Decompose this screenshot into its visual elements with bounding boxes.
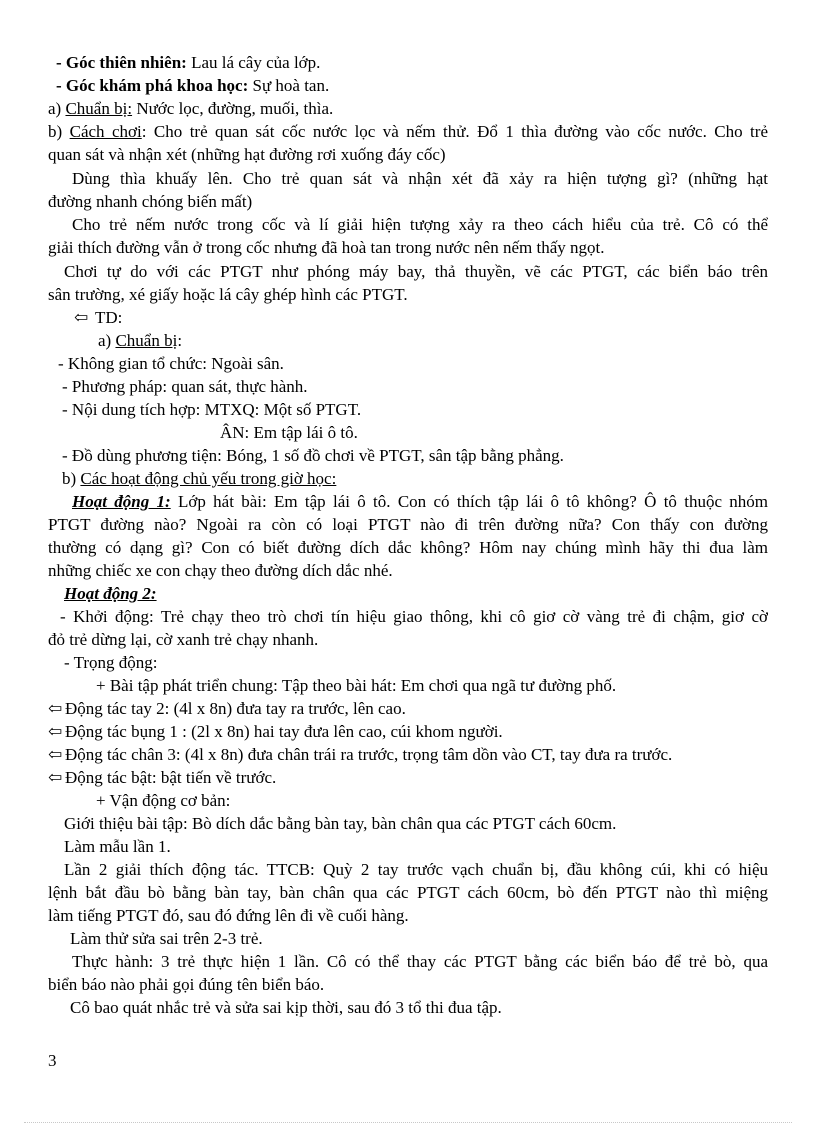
paragraph-line: Giới thiệu bài tập: Bò dích dắc bằng bàn tay, bàn chân qua các PTGT cách 60cm. (64, 814, 617, 833)
hoat-dong-2-heading: Hoạt động 2: (64, 584, 157, 603)
exercise-text: Động tác bụng 1 : (2l x 8n) hai tay đưa lên cao, cúi khom người. (65, 722, 503, 741)
td-heading (74, 307, 122, 329)
chuan-bi-heading: Chuẩn bị: (65, 99, 133, 118)
list-item: - Đồ dùng phương tiện: Bóng, 1 số đồ chơi về PTGT, sân tập bằng phẳng. (62, 446, 564, 465)
list-prefix: a) (48, 99, 66, 118)
exercise-item (48, 767, 276, 789)
exercise-item (48, 744, 672, 766)
paragraph-line: sân trường, xé giấy hoặc lá cây ghép hình các PTGT. (48, 285, 408, 304)
exercise-item (48, 698, 406, 720)
cac-hoat-dong-heading: Các hoạt động chủ yếu trong giờ học: (80, 469, 337, 488)
goc-thien-nhien-label: - Góc thiên nhiên: (56, 53, 187, 72)
paragraph-line: làm tiếng PTGT đó, sau đó đứng lên đi về cuối hàng. (48, 906, 409, 925)
line-cac-hoat-dong (62, 468, 336, 490)
paragraph-line: đỏ trẻ dừng lại, cờ xanh trẻ chạy nhanh. (48, 630, 319, 649)
line-hoat-dong-1 (72, 491, 768, 513)
goc-kham-pha-label: - Góc khám phá khoa học: (56, 76, 249, 95)
list-item: ÂN: Em tập lái ô tô. (220, 423, 358, 442)
exercise-text: Động tác tay 2: (4l x 8n) đưa tay ra trước, lên cao. (65, 699, 406, 718)
paragraph-line: lệnh bắt đầu bò bằng bàn tay, bàn chân qua các PTGT cách 60cm, bò đến PTGT nào thì miệng (48, 883, 768, 902)
paragraph-line: giải thích đường vẫn ở trong cốc nhưng đã hoà tan trong nước nên nếm thấy ngọt. (48, 238, 605, 257)
paragraph-line: thường có dạng gì? Con có biết đường dích dắc không? Hôm nay chúng mình hãy thi đua làm (48, 538, 768, 557)
exercise-item (48, 721, 503, 743)
arrow-left-icon: ⇦ (48, 699, 63, 718)
cach-choi-text: : Cho trẻ quan sát cốc nước lọc và nếm thử. Đổ 1 thìa đường vào cốc nước. Cho trẻ (141, 122, 768, 141)
paragraph-line: Làm mẫu lần 1. (64, 837, 171, 856)
paragraph-line: PTGT đường nào? Ngoài ra còn có loại PTGT nào đi trên đường nữa? Con thấy con đường (48, 515, 768, 534)
paragraph-line: những chiếc xe con chạy theo đường dích dắc nhé. (48, 561, 393, 580)
cach-choi-heading: Cách chơi (69, 122, 142, 141)
chuan-bi-heading: Chuẩn bị (115, 331, 178, 350)
arrow-left-icon: ⇦ (48, 745, 63, 764)
page-number: 3 (48, 1051, 57, 1070)
colon: : (177, 331, 183, 350)
list-item: - Nội dung tích hợp: MTXQ: Một số PTGT. (62, 400, 362, 419)
td-label: TD: (94, 308, 123, 327)
line-chuan-bi-td (98, 330, 182, 352)
paragraph-line: Làm thử sửa sai trên 2-3 trẻ. (70, 929, 263, 948)
list-prefix: b) (62, 469, 81, 488)
arrow-left-icon: ⇦ (74, 308, 89, 327)
paragraph-line: đường nhanh chóng biến mất) (48, 192, 253, 211)
line-hoat-dong-2 (64, 583, 157, 605)
paragraph-line: biển báo nào phải gọi đúng tên biển báo. (48, 975, 325, 994)
paragraph-line: - Khởi động: Trẻ chạy theo trò chơi tín hiệu giao thông, khi cô giơ cờ vàng trẻ đi chậm, giơ cờ (60, 607, 768, 626)
exercise-text: Động tác chân 3: (4l x 8n) đưa chân trái ra trước, trọng tâm dồn vào CT, tay đưa ra trước. (65, 745, 673, 764)
list-item: + Bài tập phát triển chung: Tập theo bài hát: Em chơi qua ngã tư đường phố. (96, 676, 617, 695)
chuan-bi-text: Nước lọc, đường, muối, thìa. (132, 99, 334, 118)
goc-kham-pha-text: Sự hoà tan. (248, 76, 330, 95)
paragraph-line: Cô bao quát nhắc trẻ và sửa sai kịp thời, sau đó 3 tổ thi đua tập. (70, 998, 502, 1017)
list-item: + Vận động cơ bản: (96, 791, 231, 810)
arrow-left-icon: ⇦ (48, 768, 63, 787)
paragraph-line: Thực hành: 3 trẻ thực hiện 1 lần. Cô có thể thay các PTGT bằng các biển báo để trẻ bò, qua (72, 952, 768, 971)
list-prefix: a) (98, 331, 116, 350)
line-goc-thien-nhien (56, 52, 320, 74)
paragraph-line: Lần 2 giải thích động tác. TTCB: Quỳ 2 tay trước vạch chuẩn bị, đầu không cúi, khi có hiệu (64, 860, 768, 879)
list-item: - Trọng động: (64, 653, 158, 672)
list-item: - Phương pháp: quan sát, thực hành. (62, 377, 308, 396)
line-chuan-bi-a (48, 98, 333, 120)
list-item: - Không gian tổ chức: Ngoài sân. (58, 354, 284, 373)
paragraph-line: Cho trẻ nếm nước trong cốc và lí giải hiện tượng xảy ra theo cách hiểu của trẻ. Cô có thể (72, 215, 768, 234)
hoat-dong-1-heading: Hoạt động 1: (72, 492, 171, 511)
paragraph-line: quan sát và nhận xét (những hạt đường rơi xuống đáy cốc) (48, 145, 446, 164)
arrow-left-icon: ⇦ (48, 722, 63, 741)
hoat-dong-1-text: Lớp hát bài: Em tập lái ô tô. Con có thích tập lái ô tô không? Ô tô thuộc nhóm (170, 492, 768, 511)
exercise-text: Động tác bật: bật tiến về trước. (65, 768, 277, 787)
goc-thien-nhien-text: Lau lá cây của lớp. (186, 53, 321, 72)
line-cach-choi (48, 121, 768, 143)
paragraph-line: Dùng thìa khuấy lên. Cho trẻ quan sát và nhận xét đã xảy ra hiện tượng gì? (những hạt (72, 169, 768, 188)
list-prefix: b) (48, 122, 70, 141)
line-goc-kham-pha (56, 75, 329, 97)
paragraph-line: Chơi tự do với các PTGT như phóng máy bay, thả thuyền, vẽ các PTGT, các biển báo trên (64, 262, 768, 281)
